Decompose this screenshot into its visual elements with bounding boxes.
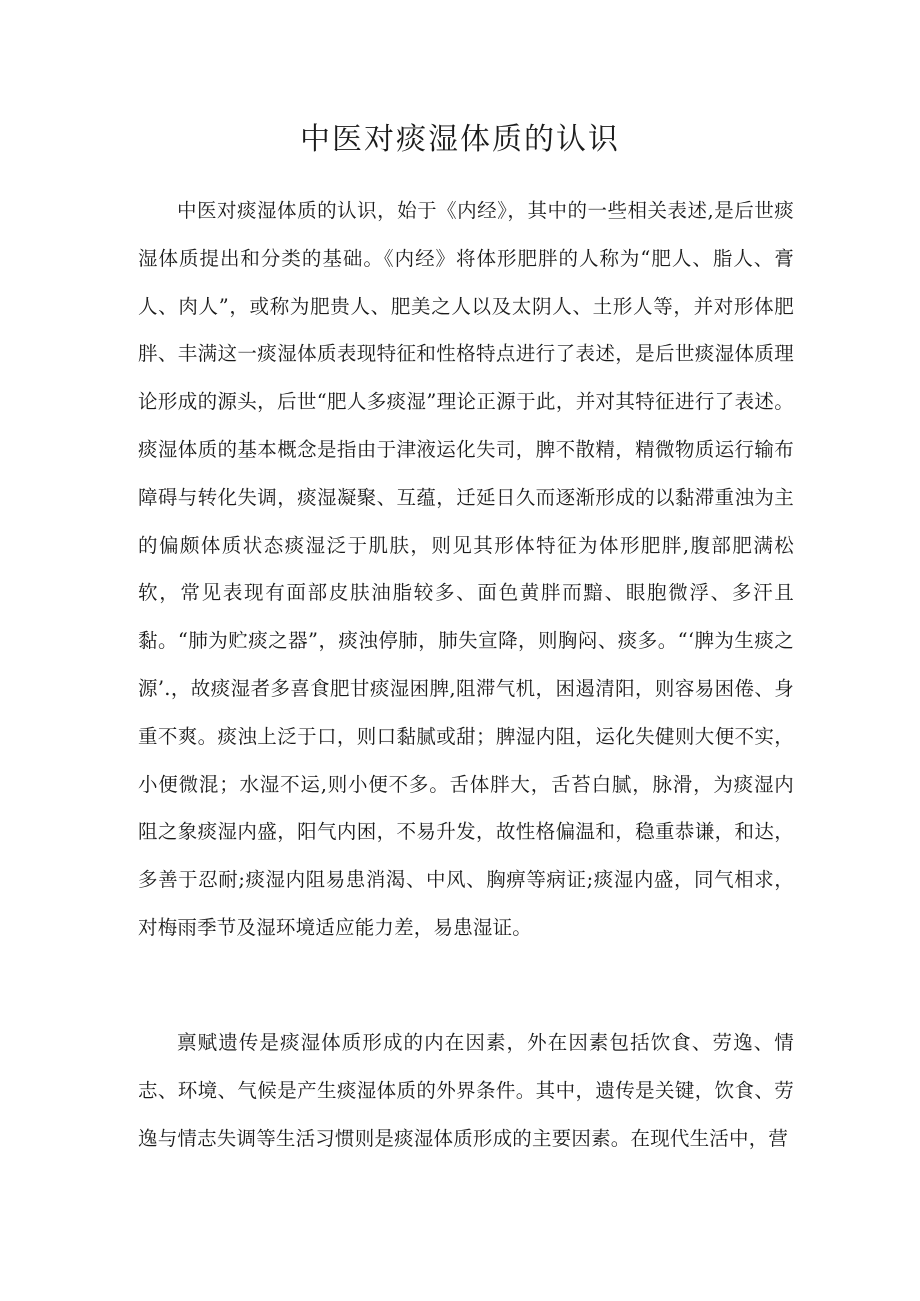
paragraph-2: 禀赋遗传是痰湿体质形成的内在因素，外在因素包括饮食、劳逸、情志、环境、气候是产生痰湿体质的外界条件。其中，遗传是关键，饮食、劳逸与情志失调等生活习惯则是痰湿体质形成的主要因素。在现代生活中，营	[138, 1031, 794, 1150]
page-title: 中医对痰湿体质的认识	[300, 122, 620, 157]
paragraph-1: 中医对痰湿体质的认识，始于《内经》，其中的一些相关表述,是后世痰湿体质提出和分类的基础。《内经》将体形肥胖的人称为“肥人、脂人、膏人、肉人”，或称为肥贵人、肥美之人以及太阴人、土形人等，并对形体肥胖、丰满这一痰湿体质表现特征和性格特点进行了表述，是后世痰湿体质理论形成的源头，后世“肥人多痰湿”理论正源于此，并对其特征进行了表述。痰湿体质的基本概念是指由于津液运化失司，脾不散精，精微物质运行输布障碍与转化失调，痰湿凝聚、互蕴，迁延日久而逐渐形成的以黏滞重浊为主的偏颇体质状态痰湿泛于肌肤，则见其形体特征为体形肥胖,腹部肥满松软，常见表现有面部皮肤油脂较多、面色黄胖而黯、眼胞微浮、多汗且黏。“肺为贮痰之器”，痰浊停肺，肺失宣降，则胸闷、痰多。“‘脾为生痰之源’.，故痰湿者多喜食肥甘痰湿困脾,阻滞气机，困遏清阳，则容易困倦、身重不爽。痰浊上泛于口，则口黏腻或甜；脾湿内阻，运化失健则大便不实，小便微混；水湿不运,则小便不多。舌体胖大，舌苔白腻，脉滑，为痰湿内阻之象痰湿内盛，阳气内困，不易升发，故性格偏温和，稳重恭谦，和达，多善于忍耐;痰湿内阻易患消渴、中风、胸痹等病证;痰湿内盛，同气相求，对梅雨季节及湿环境适应能力差，易患湿证。	[138, 199, 794, 939]
